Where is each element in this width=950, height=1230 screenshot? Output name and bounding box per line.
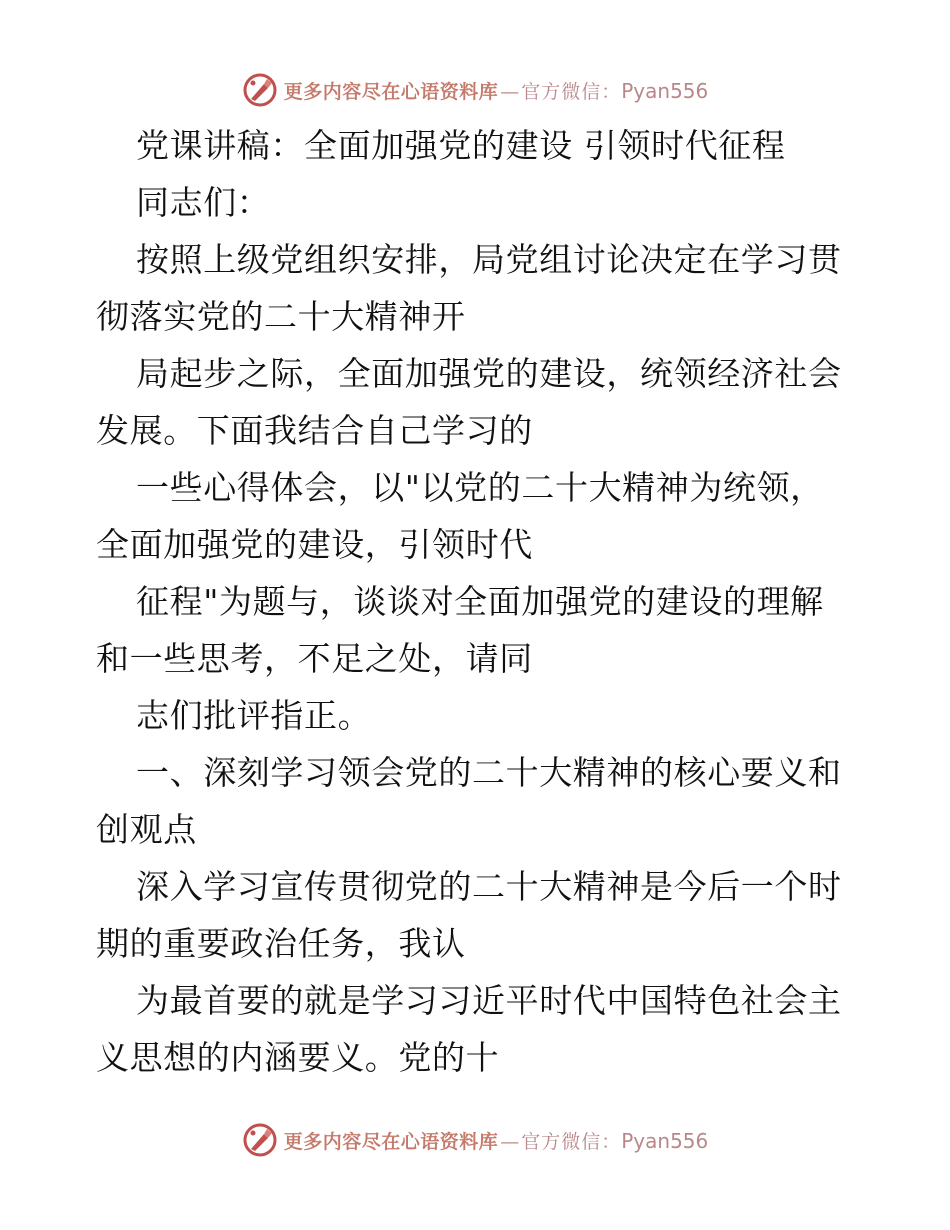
salutation-line: 同志们： — [136, 183, 271, 222]
text-line: 深入学习宣传贯彻党的二十大精神是今后一个时 — [136, 867, 842, 906]
pen-circle-logo-icon — [242, 72, 278, 108]
text-line: 全面加强党的建设，引领时代 — [96, 525, 533, 564]
header-wechat-id: Pyan556 — [621, 78, 709, 103]
text-line: 志们批评指正。 — [136, 696, 372, 735]
document-title: 党课讲稿：全面加强党的建设 引领时代征程 — [136, 126, 786, 165]
text-line: 局起步之际，全面加强党的建设，统领经济社会 — [136, 354, 842, 393]
text-line: 期的重要政治任务，我认 — [96, 924, 466, 963]
text-line: 为最首要的就是学习习近平时代中国特色社会主 — [136, 981, 842, 1020]
text-line: 义思想的内涵要义。党的十 — [96, 1038, 500, 1077]
footer-separator: — — [500, 1130, 520, 1153]
footer-wechat-label: 官方微信： — [521, 1130, 622, 1153]
header-watermark-banner — [0, 70, 950, 110]
text-line: 彻落实党的二十大精神开 — [96, 297, 466, 336]
section-heading-line: 创观点 — [96, 810, 197, 849]
footer-brand-text: 更多内容尽在心语资料库 — [283, 1130, 499, 1153]
header-brand-text: 更多内容尽在心语资料库 — [283, 80, 499, 103]
footer-watermark-banner — [0, 1120, 950, 1160]
text-line: 征程"为题与，谈谈对全面加强党的建设的理解 — [136, 582, 824, 621]
text-line: 按照上级党组织安排，局党组讨论决定在学习贯 — [136, 240, 842, 279]
header-wechat-label: 官方微信： — [521, 80, 622, 103]
pen-circle-logo-icon — [242, 1122, 278, 1158]
section-heading-line: 一、深刻学习领会党的二十大精神的核心要义和 — [136, 753, 842, 792]
header-separator: — — [500, 80, 520, 103]
text-line: 一些心得体会，以"以党的二十大精神为统领， — [136, 468, 824, 507]
document-body — [96, 117, 866, 1086]
text-line: 发展。下面我结合自己学习的 — [96, 411, 533, 450]
text-line: 和一些思考，不足之处，请同 — [96, 639, 533, 678]
footer-wechat-id: Pyan556 — [621, 1128, 709, 1153]
